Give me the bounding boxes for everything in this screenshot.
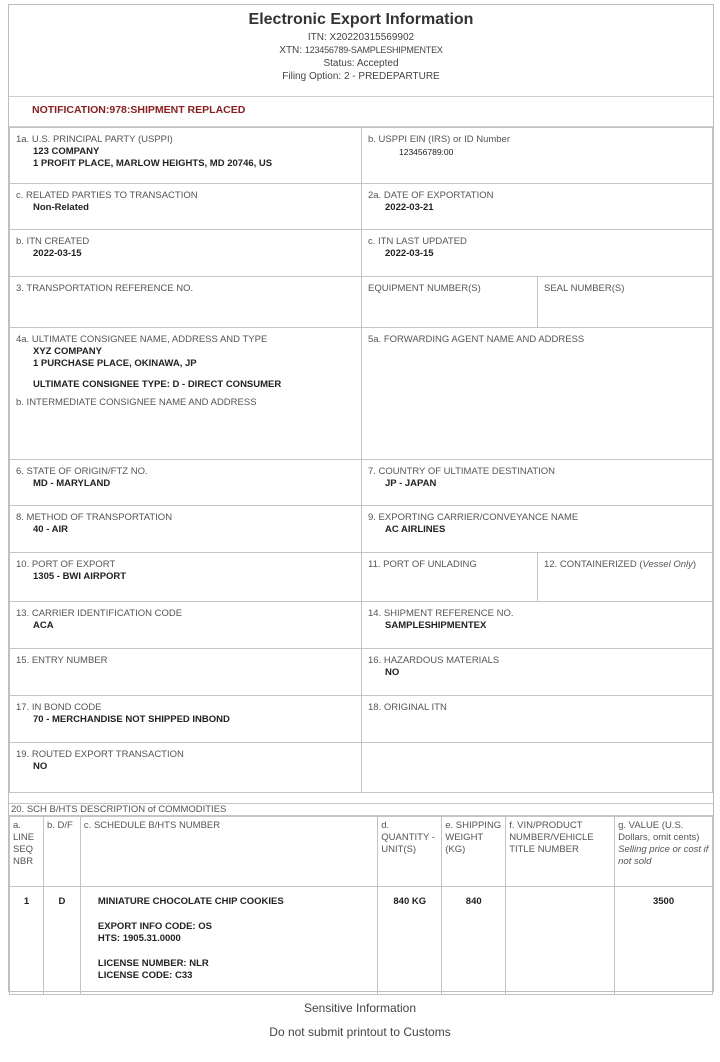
routed-export-label: 19. ROUTED EXPORT TRANSACTION — [16, 749, 184, 760]
notification-banner: NOTIFICATION:978:SHIPMENT REPLACED — [9, 97, 713, 127]
shipment-ref-label: 14. SHIPMENT REFERENCE NO. — [368, 608, 514, 619]
carrier-name-cell — [361, 505, 713, 553]
carrier-name-value: AC AIRLINES — [385, 524, 446, 535]
itn-created-cell — [9, 229, 362, 277]
containerized-label-italic: Vessel Only — [642, 559, 693, 570]
license-number: LICENSE NUMBER: NLR — [97, 958, 209, 969]
status-line: Status: Accepted — [323, 58, 399, 69]
consignee-cell — [9, 327, 362, 460]
original-itn-cell — [361, 695, 713, 743]
hazardous-value: NO — [385, 667, 400, 678]
port-export-label: 10. PORT OF EXPORT — [16, 559, 116, 570]
containerized-label-text: 12. CONTAINERIZED ( — [544, 559, 643, 570]
col-value-header-italic: Selling price or cost if not sold — [618, 844, 709, 867]
usppi-name: 123 COMPANY — [33, 146, 100, 157]
col-schedule-b-header: c. SCHEDULE B/HTS NUMBER — [80, 817, 377, 887]
port-unlading-cell — [361, 552, 538, 602]
hazardous-cell — [361, 648, 713, 696]
table-row — [10, 887, 713, 995]
carrier-id-value: ACA — [33, 620, 54, 631]
xtn-value: 123456789-SAMPLESHIPMENTEX — [304, 45, 443, 55]
col-value-header-text: g. VALUE (U.S. Dollars, omit cents) — [618, 820, 700, 843]
routed-export-value: NO — [33, 761, 48, 772]
license-code: LICENSE CODE: C33 — [97, 970, 193, 981]
hazardous-label: 16. HAZARDOUS MATERIALS — [368, 655, 500, 666]
date-exportation-label: 2a. DATE OF EXPORTATION — [368, 190, 494, 201]
col-df-header: b. D/F — [43, 817, 80, 887]
itn-updated-cell — [361, 229, 713, 277]
eei-form — [8, 4, 714, 992]
line-seq-cell: 1 — [10, 887, 44, 995]
transport-ref-cell — [9, 276, 362, 328]
usppi-ein-label: b. USPPI EIN (IRS) or ID Number — [368, 134, 511, 145]
usppi-address: 1 PROFIT PLACE, MARLOW HEIGHTS, MD 20746, US — [33, 158, 273, 169]
transport-method-value: 40 - AIR — [33, 524, 69, 535]
itn-created-label: b. ITN CREATED — [16, 236, 90, 247]
containerized-label-end: ) — [692, 559, 697, 570]
equipment-number-label: EQUIPMENT NUMBER(S) — [368, 283, 481, 294]
commodities-title: 20. SCH B/HTS DESCRIPTION of COMMODITIES — [9, 803, 713, 816]
consignee-name: XYZ COMPANY — [33, 346, 102, 357]
forwarding-agent-cell — [361, 327, 713, 460]
date-exportation-value: 2022-03-21 — [385, 202, 434, 213]
col-weight-header: e. SHIPPING WEIGHT (KG) — [442, 817, 506, 887]
xtn-label: XTN: — [279, 45, 303, 56]
state-origin-label: 6. STATE OF ORIGIN/FTZ NO. — [16, 466, 148, 477]
equipment-number-cell — [361, 276, 538, 328]
filing-option-line: Filing Option: 2 - PREDEPARTURE — [282, 71, 440, 82]
related-parties-label: c. RELATED PARTIES TO TRANSACTION — [16, 190, 198, 201]
col-vin-header: f. VIN/PRODUCT NUMBER/VEHICLE TITLE NUMBER — [506, 817, 615, 887]
usppi-label: 1a. U.S. PRINCIPAL PARTY (USPPI) — [16, 134, 173, 145]
carrier-id-cell — [9, 601, 362, 649]
state-origin-value: MD - MARYLAND — [33, 478, 111, 489]
consignee-label: 4a. ULTIMATE CONSIGNEE NAME, ADDRESS AND TYPE — [16, 334, 268, 345]
containerized-label — [544, 559, 706, 571]
intermediate-consignee-label: b. INTERMEDIATE CONSIGNEE NAME AND ADDRESS — [16, 397, 257, 408]
related-parties-value: Non-Related — [33, 202, 89, 213]
original-itn-label: 18. ORIGINAL ITN — [368, 702, 447, 713]
weight-cell: 840 — [442, 887, 506, 995]
commodities-table — [9, 816, 713, 995]
entry-number-cell — [9, 648, 362, 696]
col-line-seq-header: a. LINE SEQ NBR — [10, 817, 44, 887]
consignee-type: ULTIMATE CONSIGNEE TYPE: D - DIRECT CONSUMER — [33, 379, 282, 390]
country-destination-label: 7. COUNTRY OF ULTIMATE DESTINATION — [368, 466, 556, 477]
usppi-ein-cell — [361, 127, 713, 184]
usppi-ein-value: 123456789:00 — [399, 147, 454, 157]
document-header — [9, 5, 713, 97]
col-value-header — [615, 817, 713, 887]
customs-notice: Do not submit printout to Customs — [269, 1025, 451, 1039]
commodity-description: MINIATURE CHOCOLATE CHIP COOKIES — [97, 896, 284, 907]
seal-number-cell — [537, 276, 713, 328]
xtn-line — [9, 44, 713, 57]
carrier-id-label: 13. CARRIER IDENTIFICATION CODE — [16, 608, 183, 619]
transport-method-cell — [9, 505, 362, 553]
sensitive-info-notice: Sensitive Information — [303, 1001, 417, 1015]
usppi-cell — [9, 127, 362, 184]
document-title: Electronic Export Information — [248, 11, 474, 28]
itn-created-value: 2022-03-15 — [33, 248, 82, 259]
shipment-ref-cell — [361, 601, 713, 649]
transport-method-label: 8. METHOD OF TRANSPORTATION — [16, 512, 173, 523]
description-cell — [80, 887, 377, 995]
itn-line: ITN: X20220315569902 — [307, 32, 415, 43]
shipment-ref-value: SAMPLESHIPMENTEX — [385, 620, 487, 631]
seal-number-label: SEAL NUMBER(S) — [544, 283, 625, 294]
date-exportation-cell — [361, 183, 713, 230]
forwarding-agent-label: 5a. FORWARDING AGENT NAME AND ADDRESS — [368, 334, 585, 345]
document-footer — [0, 992, 720, 1062]
port-unlading-label: 11. PORT OF UNLADING — [368, 559, 477, 570]
itn-updated-value: 2022-03-15 — [385, 248, 434, 259]
hts-number: HTS: 1905.31.0000 — [97, 933, 181, 944]
entry-number-label: 15. ENTRY NUMBER — [16, 655, 108, 666]
routed-export-cell — [9, 742, 362, 793]
carrier-name-label: 9. EXPORTING CARRIER/CONVEYANCE NAME — [368, 512, 579, 523]
related-parties-cell — [9, 183, 362, 230]
port-export-value: 1305 - BWI AIRPORT — [33, 571, 127, 582]
itn-updated-label: c. ITN LAST UPDATED — [368, 236, 467, 247]
col-quantity-header: d. QUANTITY - UNIT(S) — [378, 817, 442, 887]
in-bond-label: 17. IN BOND CODE — [16, 702, 102, 713]
consignee-address: 1 PURCHASE PLACE, OKINAWA, JP — [33, 358, 197, 369]
country-destination-cell — [361, 459, 713, 506]
commodities-header-row — [10, 817, 713, 887]
transport-ref-label: 3. TRANSPORTATION REFERENCE NO. — [16, 283, 194, 294]
port-export-cell — [9, 552, 362, 602]
routed-export-empty-cell — [361, 742, 713, 793]
in-bond-value: 70 - MERCHANDISE NOT SHIPPED INBOND — [33, 714, 230, 725]
state-origin-cell — [9, 459, 362, 506]
value-cell: 3500 — [615, 887, 713, 995]
vin-cell — [506, 887, 615, 995]
containerized-cell — [537, 552, 713, 602]
df-cell: D — [43, 887, 80, 995]
export-info-code: EXPORT INFO CODE: OS — [97, 921, 212, 932]
in-bond-cell — [9, 695, 362, 743]
quantity-cell: 840 KG — [378, 887, 442, 995]
country-destination-value: JP - JAPAN — [385, 478, 437, 489]
